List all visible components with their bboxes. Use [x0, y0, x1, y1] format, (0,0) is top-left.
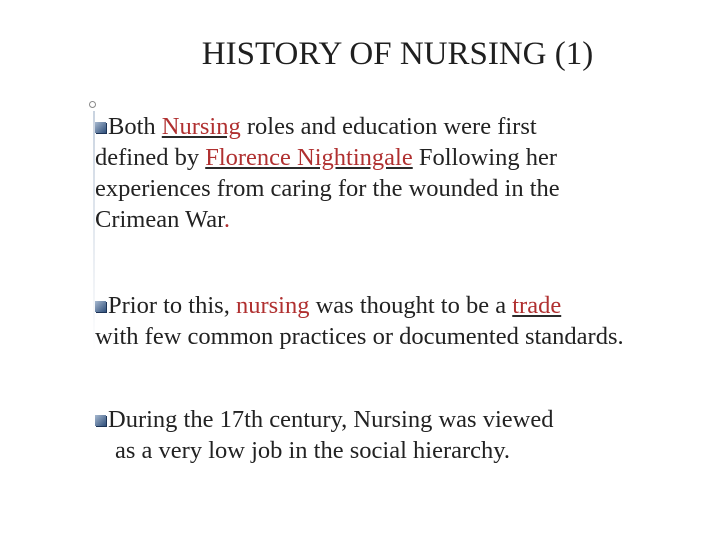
paragraph-line: [95, 204, 655, 235]
paragraph-line: experiences from caring for the wounded in the: [95, 175, 560, 202]
bullet-paragraph-1: [95, 111, 655, 235]
paragraph-line: as a very low job in the social hierarchy.: [115, 437, 511, 464]
highlighted-period: .: [223, 206, 231, 233]
text-run: Prior to this,: [108, 292, 236, 319]
text-run: During the 17th century, Nursing was viewed: [108, 406, 554, 433]
text-run: defined by: [95, 144, 206, 171]
paragraph-line: [95, 404, 655, 435]
slide-title: HISTORY OF NURSING (1): [201, 36, 594, 72]
paragraph-line: [95, 111, 655, 142]
text-run: roles and education were first: [240, 113, 537, 140]
bullet-paragraph-2: [95, 290, 710, 352]
paragraph-line: with few common practices or documented standards.: [95, 323, 624, 350]
bullet-paragraph-3: [95, 404, 655, 466]
text-run: was thought to be a: [309, 292, 513, 319]
text-run: Both: [108, 113, 162, 140]
checkbox-bullet-icon: [95, 301, 106, 312]
nursing-link[interactable]: Nursing: [161, 113, 241, 140]
paragraph-line: [95, 290, 710, 321]
checkbox-bullet-icon: [95, 415, 106, 426]
checkbox-bullet-icon: [95, 122, 106, 133]
text-run: Following her: [412, 144, 558, 171]
highlighted-word: nursing: [235, 292, 310, 319]
trade-link[interactable]: trade: [512, 292, 562, 319]
text-run: Crimean War: [95, 206, 224, 233]
paragraph-line: [95, 142, 655, 173]
ring-accent-icon: [89, 101, 96, 108]
florence-nightingale-link[interactable]: Florence Nightingale: [205, 144, 413, 171]
